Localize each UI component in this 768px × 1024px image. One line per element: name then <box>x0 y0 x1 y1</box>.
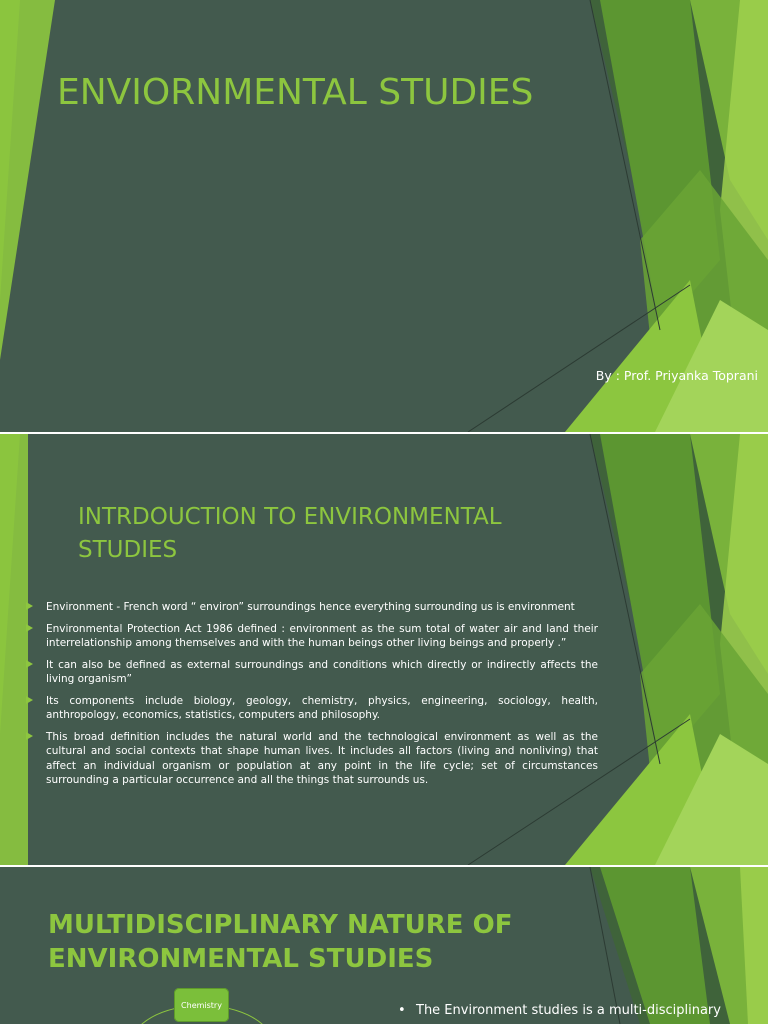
bullet-text: It can also be defined as external surroundings and conditions which directly or indirectly affects the living organism” <box>46 658 598 685</box>
slide-multidisciplinary <box>0 867 768 1024</box>
bullet-text: Environment - French word “ environ” surroundings hence everything surrounding us is environment <box>46 601 575 613</box>
arrow-bullet-icon <box>26 602 33 610</box>
slide-introduction <box>0 434 768 865</box>
list-item <box>26 694 598 723</box>
arrow-bullet-icon <box>26 660 33 668</box>
bullet-list <box>26 600 598 795</box>
bullet-text: The Environment studies is a multi-disciplinary <box>416 1003 721 1018</box>
slide-title-text: INTRDOUCTION TO ENVIRONMENTAL STUDIES <box>78 504 502 563</box>
bullet-text: Environmental Protection Act 1986 defined : environment as the sum total of water air and land their interrelationship among themselves and with the human beings other living beings and properly .” <box>46 622 598 649</box>
arrow-bullet-icon <box>26 732 33 740</box>
author-byline: By : Prof. Priyanka Toprani <box>595 368 758 383</box>
slide-title-text: ENVIORNMENTAL STUDIES <box>57 72 534 113</box>
bullet-marker: • <box>398 1003 406 1018</box>
slide-title <box>0 0 768 432</box>
list-item <box>26 600 598 615</box>
diagram-node-chemistry: Chemistry <box>174 988 229 1022</box>
list-item <box>26 658 598 687</box>
arrow-bullet-icon <box>26 696 33 704</box>
bullet-text: Its components include biology, geology, chemistry, physics, engineering, sociology, health, anthropology, economics, statistics, computers and philosophy. <box>46 694 598 721</box>
list-item <box>26 622 598 651</box>
arrow-bullet-icon <box>26 624 33 632</box>
slide-title-text: MULTIDISCIPLINARY NATURE OF ENVIRONMENTAL STUDIES <box>48 910 513 974</box>
bullet-text: This broad definition includes the natural world and the technological environment as well as the cultural and social contexts that shape human lives. It includes all factors (living and nonliving) that affect an individual organism or population at any point in the life cycle; set of circumstances surrounding a particular occurrence and all the things that surrounds us. <box>46 730 598 786</box>
list-item <box>26 730 598 788</box>
list-item <box>398 1002 750 1020</box>
